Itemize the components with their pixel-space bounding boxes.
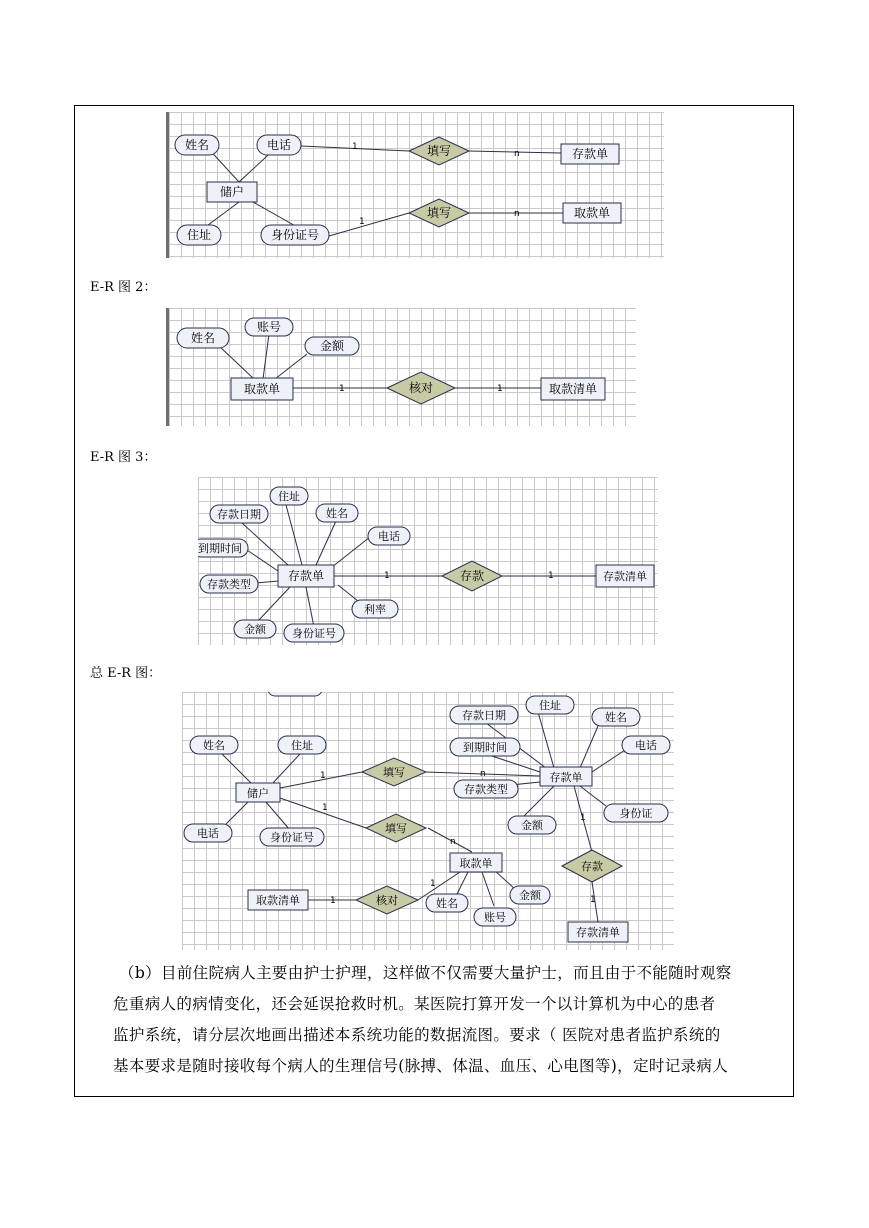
entity-withdraw-slip <box>450 853 502 872</box>
svg-text:存款清单: 存款清单 <box>576 926 620 939</box>
svg-text:姓名: 姓名 <box>605 711 627 724</box>
cardinality-label: n <box>514 209 520 219</box>
svg-text:存款: 存款 <box>581 860 603 873</box>
body-paragraph <box>113 958 785 1082</box>
entity-deposit-slip <box>278 565 334 587</box>
cardinality-label: 1 <box>339 384 345 394</box>
entity-withdraw-list <box>541 378 605 400</box>
caption-total: 总 E-R 图： <box>90 666 162 681</box>
entity-depositor <box>207 182 257 202</box>
relation-deposit <box>442 561 502 591</box>
attribute-phone <box>184 824 232 842</box>
cardinality-label: 1 <box>548 571 554 581</box>
cardinality-label: 1 <box>430 879 436 889</box>
paragraph-line-4: 基本要求是随时接收每个病人的生理信号(脉搏、体温、血压、心电图等)，定时记录病人 <box>113 1057 729 1075</box>
svg-text:存款类型: 存款类型 <box>464 783 508 796</box>
svg-text:账号: 账号 <box>256 320 282 334</box>
attribute-address <box>270 487 308 505</box>
svg-text:姓名: 姓名 <box>184 138 210 152</box>
svg-text:核对: 核对 <box>408 381 434 395</box>
svg-text:存款类型: 存款类型 <box>207 578 251 591</box>
cardinality-label: 1 <box>359 217 365 227</box>
relation-deposit <box>562 850 622 882</box>
svg-text:存款单: 存款单 <box>287 569 325 583</box>
er-diagram-3 <box>198 477 658 645</box>
svg-text:电话: 电话 <box>197 827 219 840</box>
relation-fill-deposit <box>362 758 426 786</box>
svg-text:姓名: 姓名 <box>436 897 458 910</box>
entity-deposit-slip <box>540 767 592 786</box>
attribute-deposit-type <box>454 780 518 798</box>
entity-withdraw-slip <box>231 378 293 400</box>
cardinality-label: 1 <box>497 384 503 394</box>
entity-withdraw-slip <box>563 203 621 223</box>
attribute-due-time <box>198 539 248 557</box>
svg-text:存款清单: 存款清单 <box>603 570 647 583</box>
cardinality-label: 1 <box>384 571 390 581</box>
caption-er3: E-R 图 3： <box>90 450 157 465</box>
cardinality-label: 1 <box>352 142 358 152</box>
er-diagram-2 <box>166 308 636 426</box>
attribute-id-number <box>261 225 329 245</box>
attribute-amount <box>508 816 556 834</box>
cardinality-label: 1 <box>330 896 336 906</box>
attribute-rate <box>352 600 398 618</box>
relation-fill-withdraw <box>366 814 426 842</box>
svg-text:取款单: 取款单 <box>573 206 611 220</box>
svg-text:储户: 储户 <box>247 787 269 800</box>
attribute-phone <box>622 736 670 754</box>
paragraph-line-2: 危重病人的病情变化，还会延误抢救时机。某医院打算开发一个以计算机为中心的患者 <box>113 995 716 1013</box>
attribute-address <box>278 736 326 754</box>
svg-text:填写: 填写 <box>426 144 452 158</box>
cardinality-label: n <box>450 837 456 847</box>
attribute-id-number <box>260 828 324 846</box>
attribute-deposit-type <box>200 575 258 593</box>
attribute-address <box>177 225 221 245</box>
er-diagram-total <box>182 692 674 950</box>
svg-text:填写: 填写 <box>383 766 405 779</box>
svg-text:住址: 住址 <box>278 490 300 503</box>
cardinality-label: 1 <box>322 803 328 813</box>
svg-text:姓名: 姓名 <box>190 331 216 345</box>
caption-er2: E-R 图 2： <box>90 280 157 295</box>
svg-text:储户: 储户 <box>219 185 245 199</box>
attribute-address <box>526 696 574 714</box>
relation-check <box>387 372 455 404</box>
svg-text:取款单: 取款单 <box>243 382 281 396</box>
svg-text:身份证号: 身份证号 <box>270 228 320 242</box>
svg-text:姓名: 姓名 <box>326 507 348 520</box>
svg-text:利率: 利率 <box>364 603 386 616</box>
relation-fill-2 <box>409 199 469 227</box>
svg-text:金额: 金额 <box>519 889 541 902</box>
attribute-name <box>592 708 640 726</box>
cardinality-label: n <box>480 769 486 779</box>
attribute-name <box>316 504 358 522</box>
attribute-amount <box>234 620 276 638</box>
entity-deposit-list <box>596 565 654 587</box>
svg-text:电话: 电话 <box>635 739 657 752</box>
svg-text:存款日期: 存款日期 <box>217 508 261 521</box>
cardinality-label: 1 <box>590 895 596 905</box>
attribute-amount <box>510 886 550 904</box>
svg-text:住址: 住址 <box>291 739 313 752</box>
svg-text:取款清单: 取款清单 <box>548 382 598 396</box>
svg-text:存款单: 存款单 <box>571 147 609 161</box>
svg-text:身份证: 身份证 <box>619 807 653 820</box>
attribute-phone <box>368 527 410 545</box>
entity-deposit-list <box>568 922 628 942</box>
cropped-attribute <box>268 692 322 696</box>
svg-text:存款: 存款 <box>459 569 485 583</box>
svg-text:金额: 金额 <box>244 623 266 636</box>
cardinality-label: n <box>514 149 520 159</box>
attribute-name <box>175 135 219 155</box>
svg-text:身份证号: 身份证号 <box>292 627 336 640</box>
attribute-phone <box>257 135 301 155</box>
relation-fill-1 <box>409 137 469 165</box>
attribute-id-short <box>604 804 668 822</box>
attribute-account <box>245 318 293 336</box>
svg-text:姓名: 姓名 <box>203 739 225 752</box>
svg-text:账号: 账号 <box>484 911 506 924</box>
svg-text:身份证号: 身份证号 <box>270 831 314 844</box>
svg-text:电话: 电话 <box>266 138 292 152</box>
svg-text:金额: 金额 <box>521 819 543 832</box>
svg-text:存款单: 存款单 <box>549 771 583 784</box>
er-diagram-1 <box>166 112 664 258</box>
attribute-deposit-date <box>210 505 268 523</box>
attribute-name <box>190 736 238 754</box>
attribute-deposit-date <box>450 706 518 724</box>
attribute-name <box>177 328 229 348</box>
entity-depositor <box>236 783 280 802</box>
svg-text:住址: 住址 <box>539 699 561 712</box>
entity-withdraw-list <box>248 890 308 910</box>
svg-text:金额: 金额 <box>319 339 345 353</box>
svg-text:到期时间: 到期时间 <box>198 542 242 555</box>
paragraph-line-1: （b）目前住院病人主要由护士护理，这样做不仅需要大量护士，而且由于不能随时观察 <box>119 964 732 982</box>
svg-text:填写: 填写 <box>385 822 407 835</box>
entity-deposit-slip <box>561 144 619 164</box>
attribute-name <box>426 894 468 912</box>
svg-text:核对: 核对 <box>376 894 398 907</box>
svg-text:存款日期: 存款日期 <box>462 709 506 722</box>
cardinality-label: 1 <box>580 813 586 823</box>
svg-text:到期时间: 到期时间 <box>463 741 507 754</box>
svg-text:取款单: 取款单 <box>459 857 493 870</box>
cardinality-label: 1 <box>320 771 326 781</box>
paragraph-line-3: 监护系统，请分层次地画出描述本系统功能的数据流图。要求（ 医院对患者监护系统的 <box>113 1026 721 1044</box>
attribute-amount <box>305 337 359 355</box>
attribute-due-time <box>450 738 520 756</box>
svg-text:取款清单: 取款清单 <box>256 894 300 907</box>
svg-text:电话: 电话 <box>378 530 400 543</box>
svg-text:填写: 填写 <box>426 206 452 220</box>
relation-check <box>356 886 418 914</box>
attribute-id-number <box>284 624 344 642</box>
svg-text:住址: 住址 <box>186 228 212 242</box>
attribute-account <box>474 908 516 926</box>
